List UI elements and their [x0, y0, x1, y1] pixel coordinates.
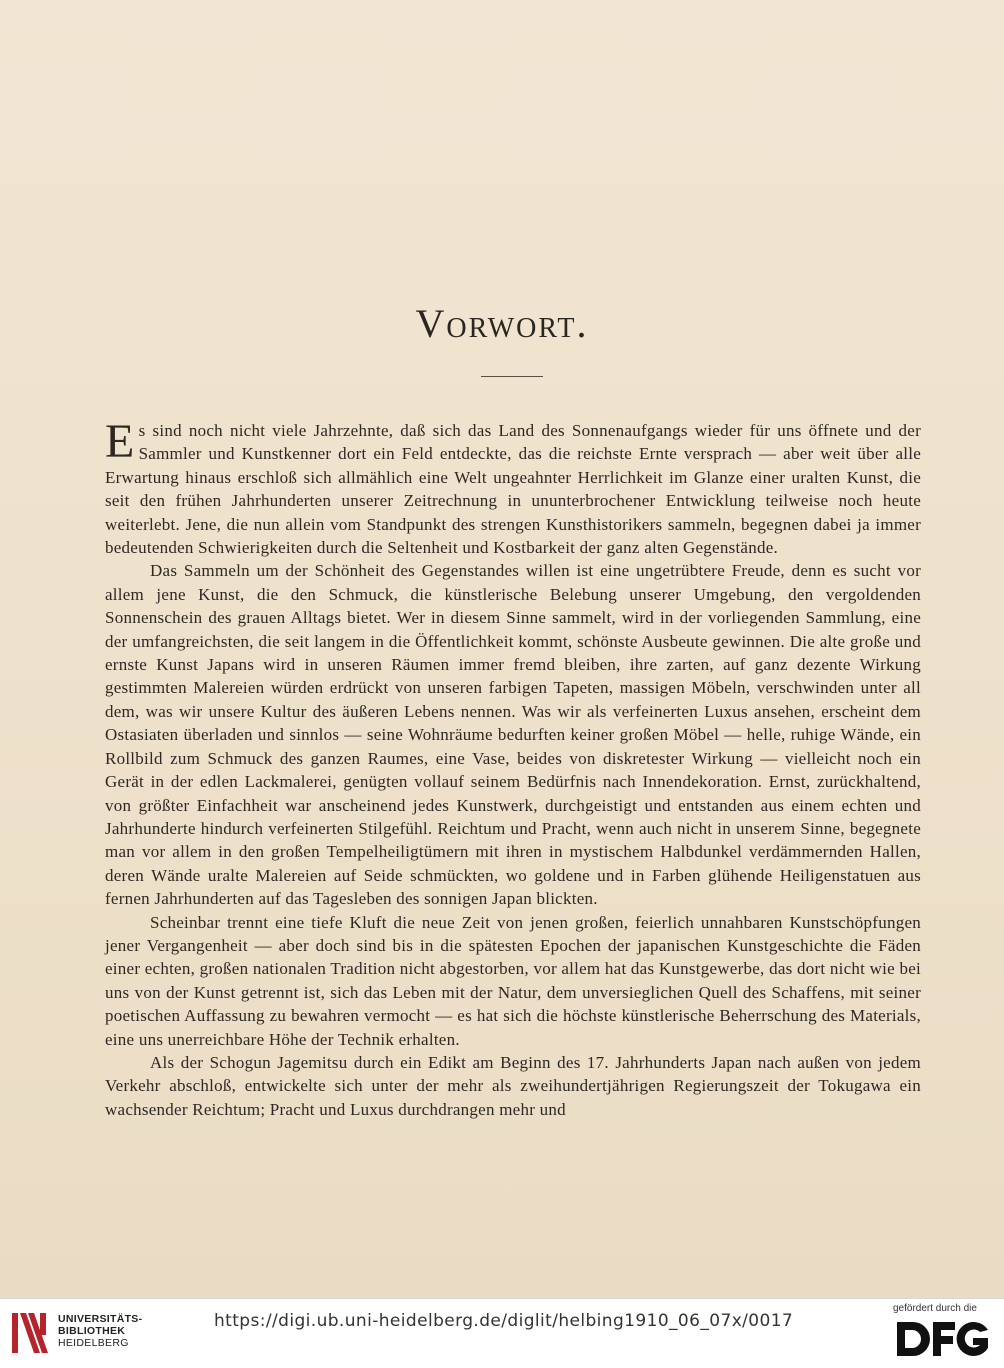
- library-name-line: UNIVERSITÄTS-: [58, 1313, 143, 1325]
- body-text: [105, 415, 921, 1121]
- paragraph-text: s sind noch nicht viele Jahrzehnte, daß sich das Land des Sonnenaufgangs wieder für uns öffnete und der Sammler und Kunstkenner dort ein Feld entdeckte, das die reichste Ernte versprach — aber weit über alle Erwartung hinaus erschloß sich allmählich eine Welt ungeahnter Herrlichkeit im Glanze einer uralten Kunst, die seit den frühen Jahrhunderten unserer Zeitrechnung in ununterbrochener Entwicklung teilweise noch heute weiterlebt. Jene, die nun allein vom Standpunkt des strengen Kunsthistorikers sammeln, begegnen dabei ja immer bedeutenden Schwierigkeiten durch die Seltenheit und Kostbarkeit der ganz alten Gegenstände.: [105, 421, 921, 558]
- drop-cap: E: [105, 415, 135, 468]
- library-name-line: HEIDELBERG: [58, 1337, 129, 1349]
- paragraph: Als der Schogun Jagemitsu durch ein Edikt am Beginn des 17. Jahrhunderts Japan nach außen von jedem Verkehr abschloß, entwickelte sich unter der mehr als zweihundertjährigen Regierungszeit der Tokugawa ein wachsender Reichtum; Pracht und Luxus durchdrangen mehr und: [105, 1052, 921, 1119]
- permalink-url[interactable]: https://digi.ub.uni-heidelberg.de/diglit/helbing1910_06_07x/0017: [214, 1311, 794, 1331]
- library-name-line: BIBLIOTHEK: [58, 1325, 126, 1337]
- paragraph: Das Sammeln um der Schönheit des Gegenstandes willen ist eine ungetrübtere Freude, denn es sucht vor allem jene Kunst, die den Schmuck, die künstlerische Belebung unserer Umgebung, den vergoldenden Sonnenschein des grauen Alltags bietet. Wer in diesem Sinne sammelt, wird in der vorliegenden Sammlung, eine der umfangreichsten, die seit langem in die Öffentlichkeit kommt, schönste Ausbeute gewinnen. Die alte große und ernste Kunst Japans wird in unseren Räumen immer fremd bleiben, ihre zarten, auf ganz dezente Wirkung gestimmten Malereien würden erdrückt von unseren farbigen Tapeten, massigen Möbeln, verschwinden unter all dem, was wir unsere Kultur des äußeren Lebens nennen. Was wir als verfeinerten Luxus ansehen, erscheint dem Ostasiaten überladen und sinnlos — seine Wohnräume bedurften keiner großen Möbel — helle, ruhige Wände, ein Rollbild zum Schmuck des ganzen Raumes, eine Vase, beides von diskretester Wirkung — vielleicht noch ein Gerät in der edlen Lackmalerei, genügten vollauf seinem Bedürfnis nach Innendekoration. Ernst, zurückhaltend, von größter Einfachheit war anscheinend jedes Kunstwerk, durchgeistigt und entstanden aus einem echten und Jahrhunderte hindurch verfeinerten Stilgefühl. Reichtum und Pracht, wenn auch nicht in unserem Sinne, begegnete man vor allem in den großen Tempelheiligtümern mit ihren in mystischem Halbdunkel verdämmernden Hallen, deren Wände uralte Malereien auf Seide schmückten, wo goldene und in Farben glühende Heiligenstatuen aus fernen Jahrhunderten auf das Tagesleben des sonnigen Japan blickten.: [105, 561, 921, 909]
- page-title: Vorwort.: [415, 301, 589, 346]
- dfg-logo-icon[interactable]: [895, 1318, 990, 1360]
- university-library-name[interactable]: [58, 1313, 142, 1349]
- title-divider: [481, 376, 543, 377]
- paragraph: [105, 415, 921, 559]
- viewer-footer: [0, 1298, 1004, 1368]
- paragraph: Scheinbar trennt eine tiefe Kluft die neue Zeit von jenen großen, feierlich unnahbaren Kunstschöpfungen jener Vergangenheit — aber doch sind bis in die spätesten Epochen der japanischen Kunstgeschichte die Fäden einer echten, großen nationalen Tradition nicht abgestorben, vor allem hat das Kunstgewerbe, das dort nicht wie bei uns von der Kunst getrennt ist, sich das Leben mit der Natur, dem unversieglichen Quell des Schaffens, mit seiner poetischen Auffassung zu bewahren vermocht — es hat sich die höchste künstlerische Beherrschung des Materials, eine uns unerreichbare Höhe der Technik erhalten.: [105, 912, 921, 1049]
- sponsor-caption: gefördert durch die: [893, 1303, 977, 1314]
- university-library-logo-icon[interactable]: [10, 1309, 52, 1357]
